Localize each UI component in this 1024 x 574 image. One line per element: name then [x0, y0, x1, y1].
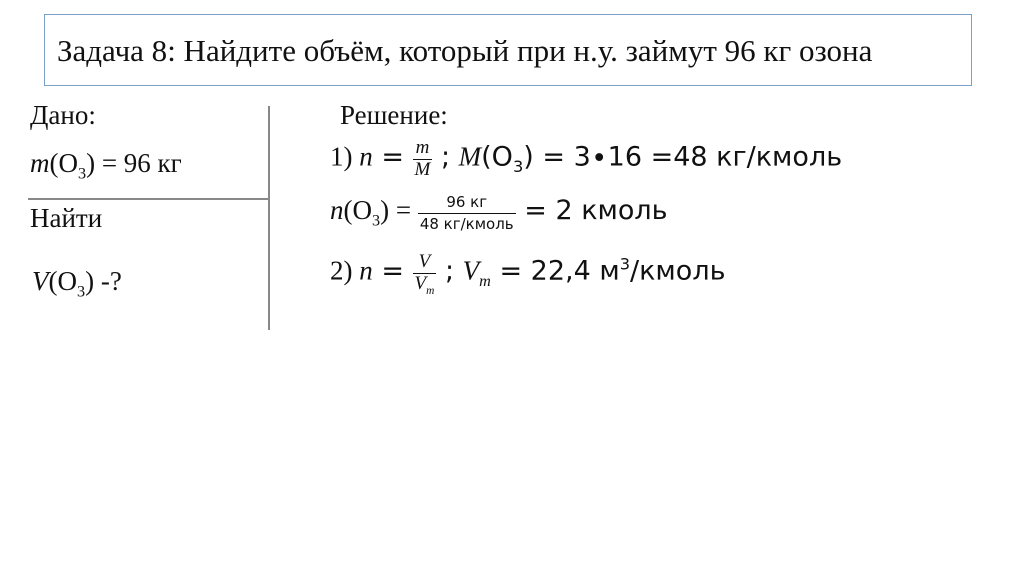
- step1-number: 1): [330, 141, 360, 172]
- given-heading: Дано:: [30, 100, 96, 130]
- step2-vm-value: = 22,4 м: [490, 255, 620, 287]
- volume-formula-sub: 3: [77, 282, 86, 301]
- step1-separator: ;: [432, 141, 459, 173]
- step2-den-symbol: V: [414, 272, 427, 294]
- volume-symbol: V: [32, 266, 49, 296]
- task-title: [57, 33, 872, 69]
- step2-fraction: [413, 252, 437, 295]
- task-question: : Найдите объём, который при н.у. займут 96 кг озона: [167, 33, 873, 68]
- step2-n: n: [359, 255, 373, 286]
- step2-fraction-den: [413, 274, 437, 295]
- task-label: Задача 8: [57, 33, 168, 68]
- solution-calc: [330, 194, 668, 232]
- step2-vm-symbol: V: [462, 255, 480, 286]
- step1-equals: =: [372, 141, 413, 173]
- calc-fraction: [418, 194, 516, 232]
- step2-number: 2): [330, 255, 360, 286]
- mass-symbol: m: [30, 148, 50, 178]
- volume-formula-open: (O: [48, 266, 77, 296]
- step1-n: n: [359, 141, 373, 172]
- step1-molar-mass-symbol: M: [458, 141, 482, 172]
- step2-separator: ;: [436, 255, 463, 287]
- volume-question: ) -?: [85, 266, 122, 296]
- step2-den-sub: m: [426, 284, 435, 297]
- solution-heading: Решение:: [340, 100, 448, 130]
- calc-fraction-den: 48 кг/кмоль: [419, 214, 514, 233]
- step1-formula-open: (O: [481, 141, 513, 173]
- calc-fraction-num: 96 кг: [418, 194, 516, 214]
- calc-n: n: [330, 195, 344, 226]
- calc-result: = 2 кмоль: [515, 195, 668, 227]
- solution-step-2: [330, 252, 726, 295]
- solution-step-1: [330, 138, 842, 181]
- step1-molar-mass-value: ) = 3∙16 =48 кг/кмоль: [523, 141, 843, 173]
- mass-formula-sub: 3: [78, 164, 87, 183]
- calc-equals: ) =: [380, 195, 418, 226]
- mass-value: ) = 96 кг: [86, 148, 182, 178]
- given-mass: [30, 148, 182, 183]
- title-box: [44, 14, 972, 86]
- find-volume: [32, 266, 122, 301]
- step1-fraction-den: M: [414, 158, 431, 180]
- calc-formula-sub: 3: [372, 211, 381, 230]
- step1-formula-sub: 3: [512, 156, 524, 176]
- step1-fraction-num: m: [413, 138, 433, 160]
- find-heading: Найти: [30, 203, 103, 233]
- step1-fraction: [413, 138, 433, 181]
- mass-formula-open: (O: [49, 148, 78, 178]
- step2-vm-sup: 3: [619, 254, 631, 274]
- calc-formula-open: (O: [343, 195, 372, 226]
- step2-fraction-num: V: [413, 252, 437, 274]
- step2-equals: =: [372, 255, 413, 287]
- vertical-divider: [268, 106, 270, 330]
- horizontal-divider: [28, 198, 269, 200]
- step2-vm-sub: m: [479, 271, 491, 290]
- step2-vm-unit: /кмоль: [630, 255, 726, 287]
